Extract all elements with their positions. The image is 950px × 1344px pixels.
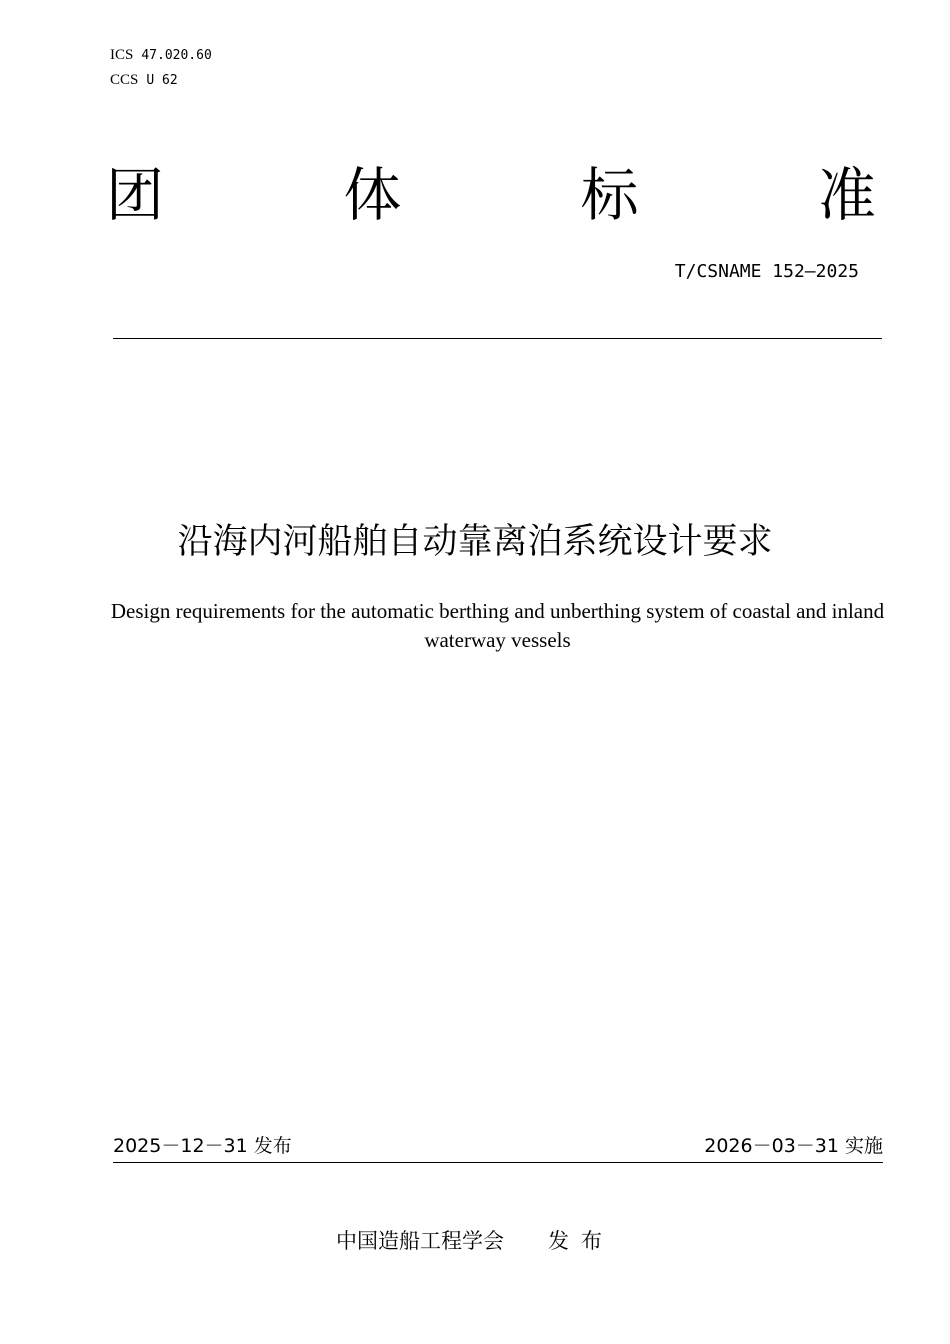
ics-label: ICS <box>110 47 134 63</box>
issue-date: 2025－12－31 发布 <box>113 1135 292 1157</box>
header-divider <box>113 338 882 339</box>
standard-type-heading <box>106 160 876 230</box>
footer-divider <box>113 1162 883 1163</box>
ccs-code: U 62 <box>146 73 178 88</box>
document-title-chinese: 沿海内河船舶自动靠离泊系统设计要求 <box>177 522 773 562</box>
publisher-name: 中国造船工程学会 <box>336 1229 504 1253</box>
ccs-classification <box>110 71 178 90</box>
ics-code: 47.020.60 <box>141 48 212 63</box>
standard-type-char: 团 <box>106 161 165 229</box>
ccs-label: CCS <box>110 72 139 88</box>
publisher <box>0 1227 950 1255</box>
implementation-date: 2026－03－31 实施 <box>704 1135 883 1157</box>
publisher-action: 发布 <box>548 1229 614 1253</box>
document-title-english: Design requirements for the automatic berthing and unberthing system of coastal and inland waterway vessels <box>110 599 885 652</box>
standard-number: T/CSNAME 152—2025 <box>674 261 859 282</box>
standard-type-char: 体 <box>343 161 402 229</box>
ics-classification <box>110 46 212 65</box>
standard-type-char: 标 <box>580 161 639 229</box>
standard-type-char: 准 <box>817 161 876 229</box>
